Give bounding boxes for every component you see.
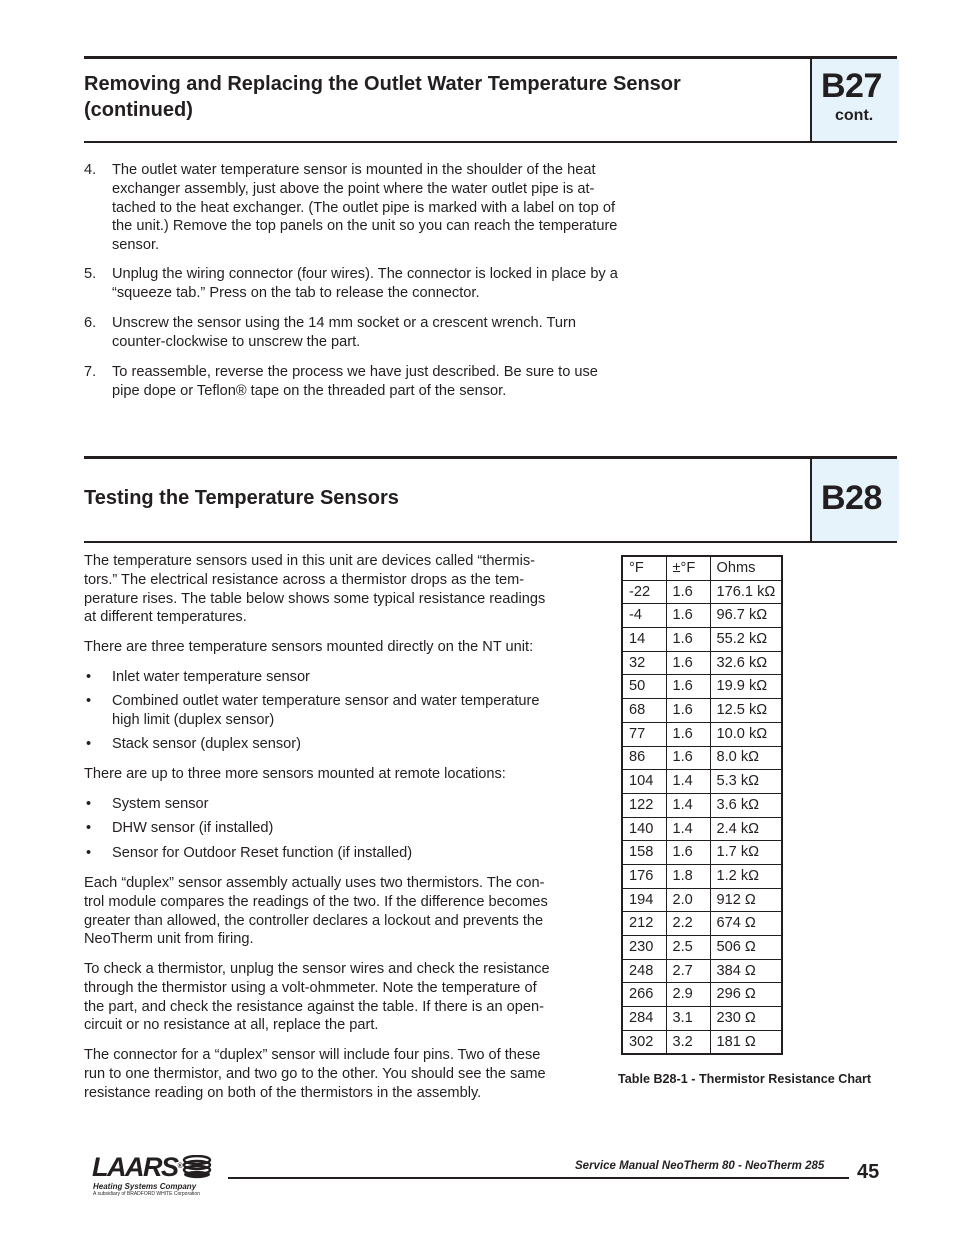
check-paragraph-line: through the thermistor using a volt-ohmmeter. Note the temperature of (84, 979, 537, 996)
cell-temperature: -22 (622, 580, 666, 604)
cell-resistance: 506 Ω (710, 936, 782, 960)
cell-resistance: 176.1 kΩ (710, 580, 782, 604)
b28-title: Testing the Temperature Sensors (84, 487, 399, 509)
laars-registered-mark: ® (177, 1163, 182, 1170)
cell-resistance: 32.6 kΩ (710, 651, 782, 675)
bullet-text (112, 819, 273, 838)
cell-tolerance: 1.6 (666, 580, 710, 604)
table-row (622, 817, 782, 841)
column-header-tolerance: ±°F (666, 556, 710, 580)
cell-resistance: 10.0 kΩ (710, 722, 782, 746)
cell-tolerance: 3.2 (666, 1030, 710, 1054)
bullet-line: high limit (duplex sensor) (112, 711, 275, 728)
bullet-line: Inlet water temperature sensor (112, 669, 310, 685)
bullet-line: System sensor (112, 796, 209, 812)
table-row (622, 580, 782, 604)
check-paragraph-line: To check a thermistor, unplug the sensor wires and check the resistance (84, 961, 550, 977)
intro-paragraph (84, 552, 545, 627)
connector-paragraph-line: resistance reading on both of the thermistors in the assembly. (84, 1084, 482, 1101)
b27-section-tab (810, 59, 899, 141)
cell-temperature: 176 (622, 864, 666, 888)
cell-temperature: 266 (622, 983, 666, 1007)
laars-logo-text: LAARS (92, 1152, 178, 1182)
duplex-paragraph-line: greater than allowed, the controller declares a lockout and prevents the (84, 912, 544, 929)
bullet-text (112, 692, 540, 730)
connector-paragraph-line: The connector for a “duplex” sensor will include four pins. Two of these (84, 1047, 541, 1063)
cell-tolerance: 2.9 (666, 983, 710, 1007)
table-caption: Table B28-1 - Thermistor Resistance Chart (618, 1072, 872, 1086)
cell-tolerance: 1.6 (666, 604, 710, 628)
cell-temperature: 302 (622, 1030, 666, 1054)
bullet-text (112, 668, 310, 687)
mounted-sensors-lead: There are three temperature sensors mounted directly on the NT unit: (84, 639, 534, 655)
cell-tolerance: 1.6 (666, 675, 710, 699)
b28-top-rule (84, 456, 897, 459)
bullet-marker: • (86, 820, 92, 836)
step-line: counter-clockwise to unscrew the part. (112, 333, 361, 350)
table-row (622, 841, 782, 865)
laars-tagline: Heating Systems Company (93, 1182, 197, 1191)
cell-tolerance: 2.0 (666, 888, 710, 912)
cell-resistance: 1.2 kΩ (710, 864, 782, 888)
column-header-ohms: Ohms (710, 556, 782, 580)
b27-title (84, 71, 784, 123)
bullet-marker: • (86, 796, 92, 812)
bullet-marker: • (86, 669, 92, 685)
step-number: 6. (84, 315, 97, 331)
intro-paragraph-line: The temperature sensors used in this unit are devices called “thermis- (84, 553, 535, 569)
cell-tolerance: 1.4 (666, 793, 710, 817)
step-number: 5. (84, 266, 97, 282)
cell-resistance: 912 Ω (710, 888, 782, 912)
manual-title: Service Manual NeoTherm 80 - NeoTherm 285 (575, 1160, 825, 1172)
table-row (622, 864, 782, 888)
check-paragraph (84, 960, 550, 1035)
table-row (622, 651, 782, 675)
step-number: 7. (84, 364, 97, 380)
step-line: The outlet water temperature sensor is mounted in the shoulder of the heat (112, 162, 596, 178)
bullet-line: Stack sensor (duplex sensor) (112, 736, 301, 752)
b27-tab-code: B27 (821, 67, 882, 105)
remote-sensors-lead: There are up to three more sensors mounted at remote locations: (84, 766, 506, 782)
cell-tolerance: 1.4 (666, 817, 710, 841)
b27-top-rule (84, 56, 897, 59)
cell-temperature: 104 (622, 770, 666, 794)
b27-tab-sub: cont. (835, 107, 874, 124)
cell-tolerance: 2.5 (666, 936, 710, 960)
intro-paragraph-line: tors.” The electrical resistance across a thermistor drops as the tem- (84, 571, 525, 588)
intro-paragraph-line: at different temperatures. (84, 609, 247, 626)
table-row (622, 746, 782, 770)
check-paragraph-line: the part, and check the resistance against the table. If there is an open- (84, 998, 544, 1015)
bullet-line: DHW sensor (if installed) (112, 820, 274, 836)
table-row (622, 770, 782, 794)
table-row (622, 936, 782, 960)
b28-tab-code: B28 (821, 479, 882, 517)
cell-tolerance: 1.6 (666, 841, 710, 865)
bullet-text (112, 844, 412, 863)
b27-title-line1: Removing and Replacing the Outlet Water Temperature Sensor (84, 73, 681, 95)
step-text (112, 314, 576, 352)
cell-temperature: 230 (622, 936, 666, 960)
bullet-text (112, 735, 301, 754)
cell-temperature: 68 (622, 699, 666, 723)
footer-rule (228, 1177, 849, 1179)
laars-coil-icon (182, 1155, 212, 1179)
laars-logo (90, 1153, 220, 1199)
cell-tolerance: 1.6 (666, 651, 710, 675)
table-row (622, 983, 782, 1007)
step-line: Unplug the wiring connector (four wires). The connector is locked in place by a (112, 266, 618, 282)
laars-subsidiary: A subsidiary of BRADFORD WHITE Corporation (93, 1191, 200, 1197)
step-text (112, 363, 598, 401)
b27-title-line2: (continued) (84, 99, 193, 121)
cell-resistance: 230 Ω (710, 1007, 782, 1031)
bullet-marker: • (86, 693, 92, 709)
cell-resistance: 2.4 kΩ (710, 817, 782, 841)
cell-temperature: 194 (622, 888, 666, 912)
cell-temperature: 248 (622, 959, 666, 983)
cell-tolerance: 3.1 (666, 1007, 710, 1031)
step-line: To reassemble, reverse the process we have just described. Be sure to use (112, 364, 598, 380)
cell-tolerance: 2.2 (666, 912, 710, 936)
table-row (622, 888, 782, 912)
bullet-line: Combined outlet water temperature sensor and water temperature (112, 693, 540, 709)
cell-resistance: 3.6 kΩ (710, 793, 782, 817)
table-row (622, 699, 782, 723)
cell-temperature: 77 (622, 722, 666, 746)
step-line: Unscrew the sensor using the 14 mm socket or a crescent wrench. Turn (112, 315, 576, 331)
duplex-paragraph (84, 874, 548, 949)
table-row (622, 604, 782, 628)
cell-resistance: 12.5 kΩ (710, 699, 782, 723)
cell-resistance: 296 Ω (710, 983, 782, 1007)
cell-tolerance: 1.6 (666, 628, 710, 652)
table-row (622, 722, 782, 746)
table-row (622, 1030, 782, 1054)
table-row (622, 959, 782, 983)
table-header-row (622, 556, 782, 580)
step-line: sensor. (112, 237, 160, 254)
intro-paragraph-line: perature rises. The table below shows some typical resistance readings (84, 590, 546, 607)
cell-temperature: 50 (622, 675, 666, 699)
bullet-text (112, 795, 209, 814)
b28-bottom-rule (84, 541, 897, 543)
bullet-marker: • (86, 736, 92, 752)
cell-resistance: 181 Ω (710, 1030, 782, 1054)
cell-tolerance: 1.8 (666, 864, 710, 888)
cell-tolerance: 1.6 (666, 722, 710, 746)
cell-resistance: 96.7 kΩ (710, 604, 782, 628)
cell-resistance: 384 Ω (710, 959, 782, 983)
step-line: exchanger assembly, just above the point where the water outlet pipe is at- (112, 180, 595, 197)
cell-tolerance: 1.4 (666, 770, 710, 794)
step-number: 4. (84, 162, 97, 178)
b27-bottom-rule (84, 141, 897, 143)
page-number: 45 (857, 1161, 880, 1183)
cell-temperature: 212 (622, 912, 666, 936)
table-row (622, 1007, 782, 1031)
b28-section-tab (810, 459, 899, 541)
cell-temperature: 14 (622, 628, 666, 652)
cell-temperature: -4 (622, 604, 666, 628)
cell-resistance: 5.3 kΩ (710, 770, 782, 794)
table-row (622, 628, 782, 652)
connector-paragraph-line: run to one thermistor, and two go to the other. You should see the same (84, 1065, 546, 1082)
cell-temperature: 86 (622, 746, 666, 770)
thermistor-resistance-table (621, 555, 783, 1055)
cell-tolerance: 2.7 (666, 959, 710, 983)
laars-wordmark (92, 1153, 181, 1181)
cell-temperature: 140 (622, 817, 666, 841)
duplex-paragraph-line: NeoTherm unit from firing. (84, 931, 254, 948)
cell-temperature: 32 (622, 651, 666, 675)
cell-resistance: 1.7 kΩ (710, 841, 782, 865)
check-paragraph-line: circuit or no resistance at all, replace the part. (84, 1017, 379, 1034)
cell-resistance: 8.0 kΩ (710, 746, 782, 770)
step-line: the unit.) Remove the top panels on the unit so you can reach the temperature (112, 218, 618, 235)
step-line: pipe dope or Teflon® tape on the threaded part of the sensor. (112, 382, 507, 399)
bullet-marker: • (86, 845, 92, 861)
table-row (622, 675, 782, 699)
step-text (112, 161, 617, 255)
cell-tolerance: 1.6 (666, 746, 710, 770)
cell-temperature: 158 (622, 841, 666, 865)
step-text (112, 265, 618, 303)
connector-paragraph (84, 1046, 546, 1102)
table-row (622, 912, 782, 936)
table-row (622, 793, 782, 817)
duplex-paragraph-line: trol module compares the readings of the two. If the difference becomes (84, 893, 548, 910)
step-line: tached to the heat exchanger. (The outlet pipe is marked with a label on top of (112, 199, 615, 216)
step-line: “squeeze tab.” Press on the tab to release the connector. (112, 284, 480, 301)
cell-temperature: 284 (622, 1007, 666, 1031)
cell-resistance: 674 Ω (710, 912, 782, 936)
bullet-line: Sensor for Outdoor Reset function (if installed) (112, 845, 413, 861)
cell-tolerance: 1.6 (666, 699, 710, 723)
duplex-paragraph-line: Each “duplex” sensor assembly actually uses two thermistors. The con- (84, 875, 545, 891)
cell-resistance: 19.9 kΩ (710, 675, 782, 699)
cell-temperature: 122 (622, 793, 666, 817)
column-header-fahrenheit: °F (622, 556, 666, 580)
cell-resistance: 55.2 kΩ (710, 628, 782, 652)
